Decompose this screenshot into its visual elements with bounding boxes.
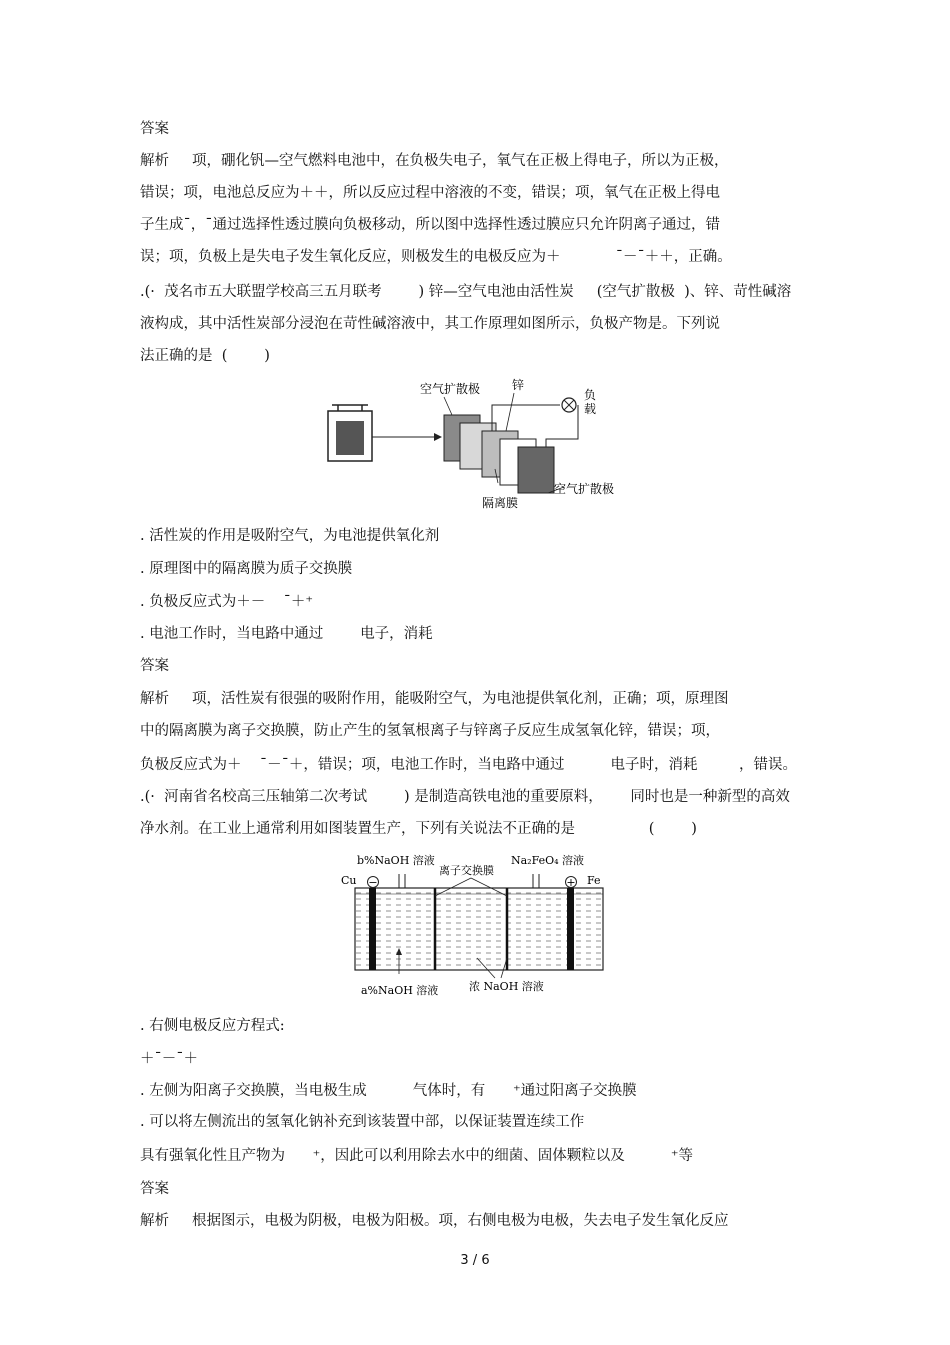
option-d: . 电池工作时，当电路中通过 电子，消耗 — [140, 626, 433, 642]
question-stem: 法正确的是 ( ) — [140, 348, 270, 364]
answer-label: 答案 — [140, 1181, 169, 1197]
answer-label: 答案 — [140, 121, 169, 137]
answer-label: 答案 — [140, 658, 169, 674]
plus-sign: + — [566, 876, 576, 889]
label-air-electrode-bottom: 空气扩散极 — [554, 482, 615, 496]
analysis-line: 解析 项，硼化钒—空气燃料电池中，在负极失电子，氧气在正极上得电子，所以为正极， — [140, 153, 729, 169]
label-air-electrode-top: 空气扩散极 — [420, 382, 481, 396]
minus-sign: − — [368, 876, 378, 889]
option-c: . 负极反应式为＋－ ¯＋⁺ — [140, 594, 314, 610]
electrolysis-cell-figure — [335, 848, 615, 1000]
question-stem: .(· 茂名市五大联盟学校高三五月联考 ) 锌—空气电池由活性炭 (空气扩散极 )、锌、苛性碱溶 — [140, 284, 792, 300]
question-stem: 净水剂。在工业上通常利用如图装置生产，下列有关说法不正确的是 ( ) — [140, 821, 697, 837]
label-na2feo4: Na₂FeO₄ 溶液 — [511, 854, 585, 867]
option-d: 具有强氧化性且产物为 ⁺，因此可以利用除去水中的细菌、固体颗粒以及 ⁺等 — [140, 1148, 694, 1164]
question-stem: .(· 河南省名校高三压轴第二次考试 ) 是制造高铁电池的重要原料， 同时也是一种新型的高效 — [140, 789, 790, 805]
analysis-line: 中的隔离膜为离子交换膜，防止产生的氢氧根离子与锌离子反应生成氢氧化锌，错误；项， — [140, 723, 720, 739]
option-b: . 原理图中的隔离膜为质子交换膜 — [140, 561, 353, 577]
label-b-naoh: b%NaOH 溶液 — [357, 854, 435, 867]
label-cu: Cu — [341, 874, 357, 887]
analysis-line: 错误；项，电池总反应为＋＋，所以反应过程中溶液的不变，错误；项，氧气在正极上得电 — [140, 185, 720, 201]
label-load-2: 载 — [584, 402, 597, 416]
analysis-line: 解析 根据图示，电极为阴极，电极为阳极。项，右侧电极为电极，失去电子发生氧化反应 — [140, 1213, 729, 1229]
zinc-air-battery-figure — [320, 375, 630, 515]
option-a: . 右侧电极反应方程式: — [140, 1018, 285, 1034]
analysis-line: 误；项，负极上是失电子发生氧化反应，则极发生的电极反应为＋ ¯－¯＋＋，正确。 — [140, 249, 732, 265]
question-stem: 液构成，其中活性炭部分浸泡在苛性碱溶液中，其工作原理如图所示，负极产物是。下列说 — [140, 316, 720, 332]
option-a: . 活性炭的作用是吸附空气，为电池提供氧化剂 — [140, 528, 440, 544]
label-a-naoh: a%NaOH 溶液 — [361, 984, 439, 997]
label-membrane: 离子交换膜 — [439, 864, 494, 877]
option-b: . 左侧为阳离子交换膜，当电极生成 气体时，有 ⁺通过阳离子交换膜 — [140, 1083, 637, 1099]
analysis-line: 解析 项，活性炭有很强的吸附作用，能吸附空气，为电池提供氧化剂，正确；项，原理图 — [140, 691, 729, 707]
label-conc-naoh: 浓 NaOH 溶液 — [469, 980, 544, 993]
label-load-1: 负 — [584, 388, 597, 402]
analysis-line: 子生成¯，¯通过选择性透过膜向负极移动，所以图中选择性透过膜应只允许阴离子通过，错 — [140, 217, 720, 233]
label-separator: 隔离膜 — [482, 496, 519, 510]
option-c: . 可以将左侧流出的氢氧化钠补充到该装置中部，以保证装置连续工作 — [140, 1114, 585, 1130]
label-zinc: 锌 — [512, 378, 525, 392]
analysis-line: 负极反应式为＋ ¯－¯＋，错误；项，电池工作时，当电路中通过 电子时，消耗 ，错误。 — [140, 757, 798, 773]
label-fe: Fe — [587, 874, 601, 887]
option-a-equation: ＋¯－¯＋ — [140, 1051, 198, 1067]
page-number: 3 / 6 — [460, 1253, 490, 1268]
